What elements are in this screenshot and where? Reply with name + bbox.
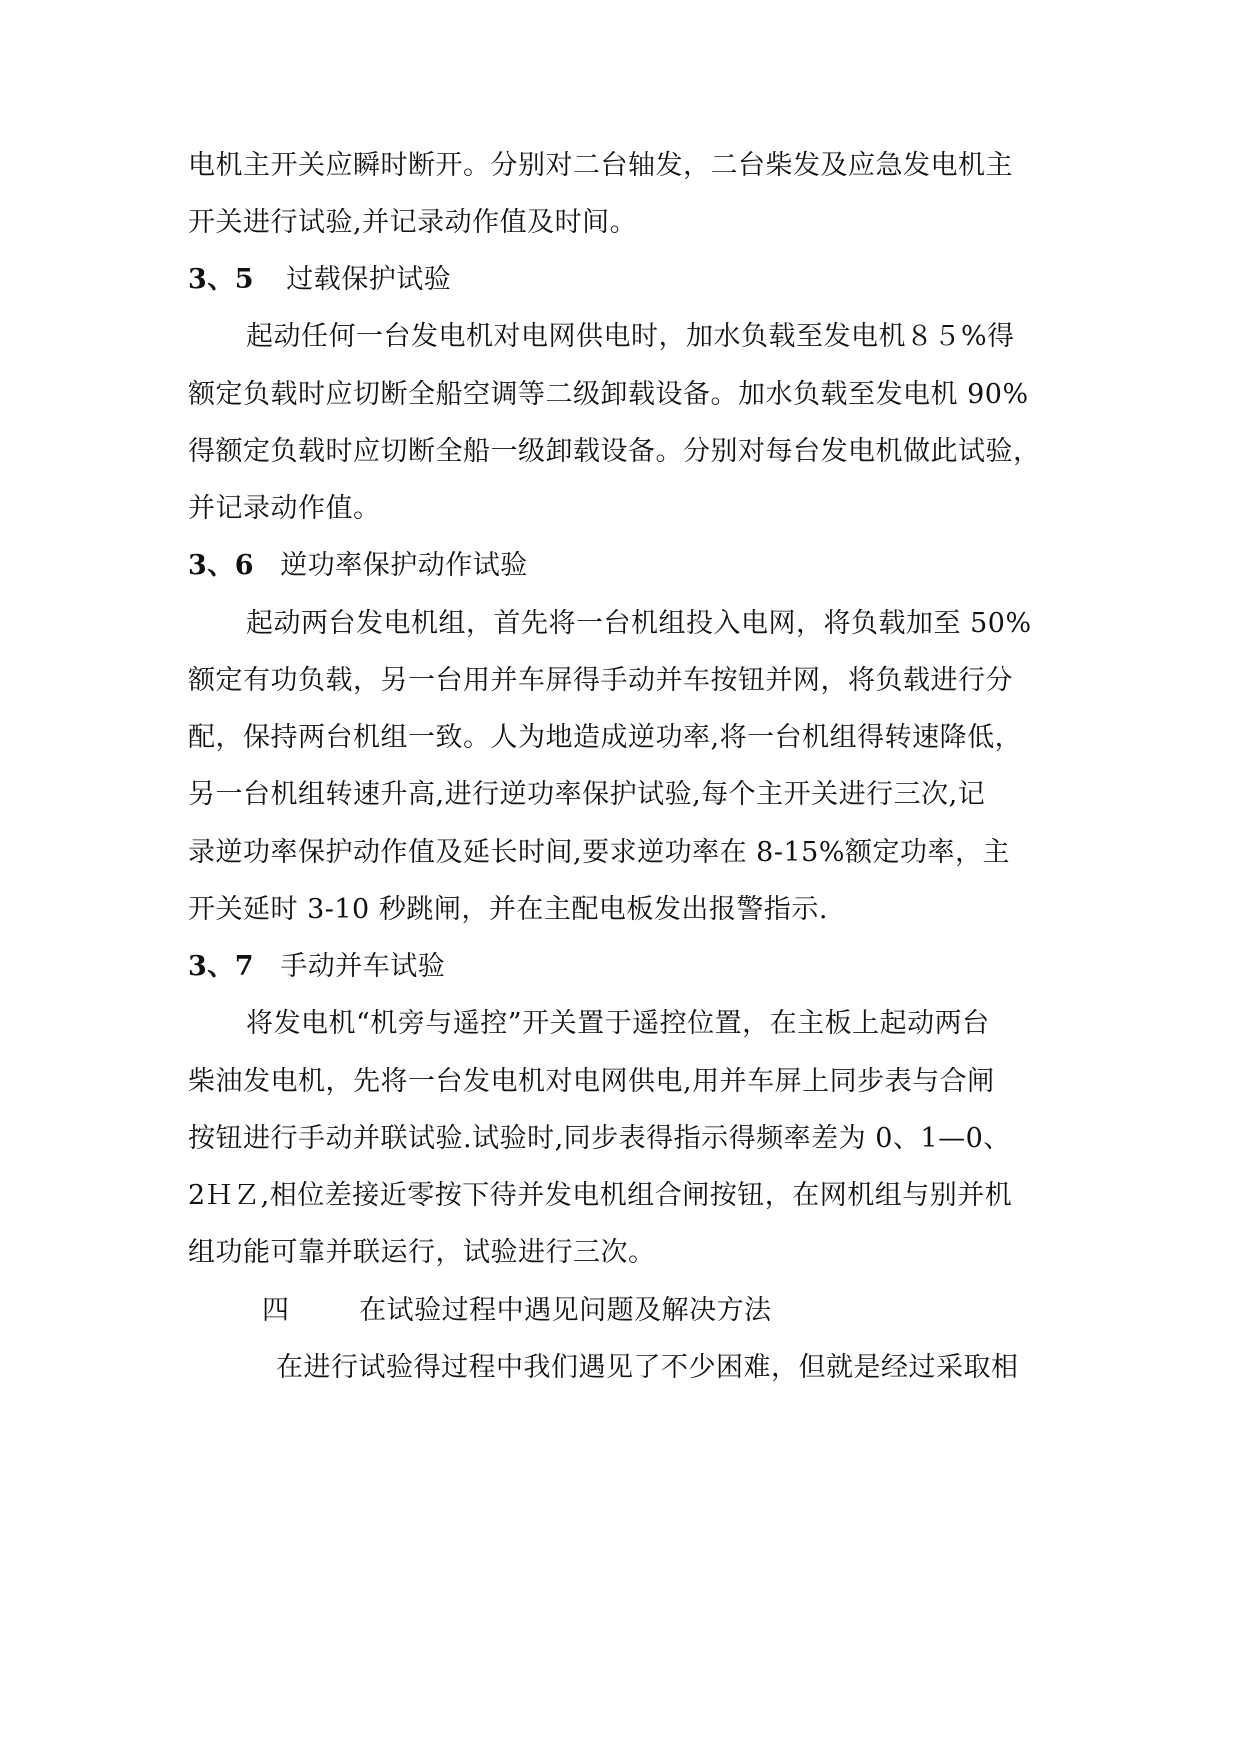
paragraph-line: 柴油发电机，先将一台发电机对电网供电,用并车屏上同步表与合闸: [188, 1066, 995, 1097]
section-title: 过载保护试验: [286, 264, 452, 295]
section-heading-3-5: [188, 260, 1058, 300]
paragraph-line: 得额定负载时应切断全船一级卸载设备。分别对每台发电机做此试验，: [188, 436, 1041, 467]
section-title: 手动并车试验: [280, 951, 446, 982]
paragraph-line: 起动两台发电机组，首先将一台机组投入电网，将负载加至 50%: [246, 608, 1032, 639]
paragraph-line: 开关进行试验,并记录动作值及时间。: [188, 207, 638, 238]
paragraph-line: 开关延时 3-10 秒跳闸，并在主配电板发出报警指示.: [188, 894, 828, 925]
section-number: 四: [262, 1295, 290, 1326]
paragraph-line: 录逆功率保护动作值及延长时间,要求逆功率在 8-15%额定功率，主: [188, 837, 1010, 868]
paragraph-line: 起动任何一台发电机对电网供电时，加水负载至发电机８５%得: [246, 321, 1015, 352]
section-title: 逆功率保护动作试验: [280, 550, 528, 581]
section-number: 3、7: [188, 951, 255, 982]
paragraph-line: 组功能可靠并联运行，试验进行三次。: [188, 1237, 656, 1268]
section-heading-3-6: [188, 546, 1058, 586]
paragraph-line: 额定有功负载，另一台用并车屏得手动并车按钮并网，将负载进行分: [188, 665, 1013, 696]
paragraph-line: 并记录动作值。: [188, 493, 381, 524]
paragraph-line: 额定负载时应切断全船空调等二级卸载设备。加水负载至发电机 90%: [188, 379, 1029, 410]
section-heading-3-7: [188, 947, 1058, 987]
paragraph-line: 另一台机组转速升高,进行逆功率保护试验,每个主开关进行三次,记: [188, 779, 986, 810]
section-number: 3、5: [188, 264, 255, 295]
paragraph-line: 将发电机“机旁与遥控”开关置于遥控位置，在主板上起动两台: [246, 1008, 990, 1039]
paragraph-line: 2ＨＺ,相位差接近零按下待并发电机组合闸按钮，在网机组与别并机: [188, 1180, 1013, 1211]
section-number: 3、6: [188, 550, 255, 581]
paragraph-line: 在进行试验得过程中我们遇见了不少困难，但就是经过采取相: [276, 1352, 1019, 1383]
section-title: 在试验过程中遇见问题及解决方法: [359, 1295, 772, 1326]
paragraph-line: 按钮进行手动并联试验.试验时,同步表得指示得频率差为 0、1—0、: [188, 1123, 1011, 1154]
section-heading-4: [262, 1291, 1132, 1331]
paragraph-line: 电机主开关应瞬时断开。分别对二台轴发，二台柴发及应急发电机主: [188, 150, 1013, 181]
paragraph-line: 配，保持两台机组一致。人为地造成逆功率,将一台机组得转速降低，: [188, 722, 1023, 753]
